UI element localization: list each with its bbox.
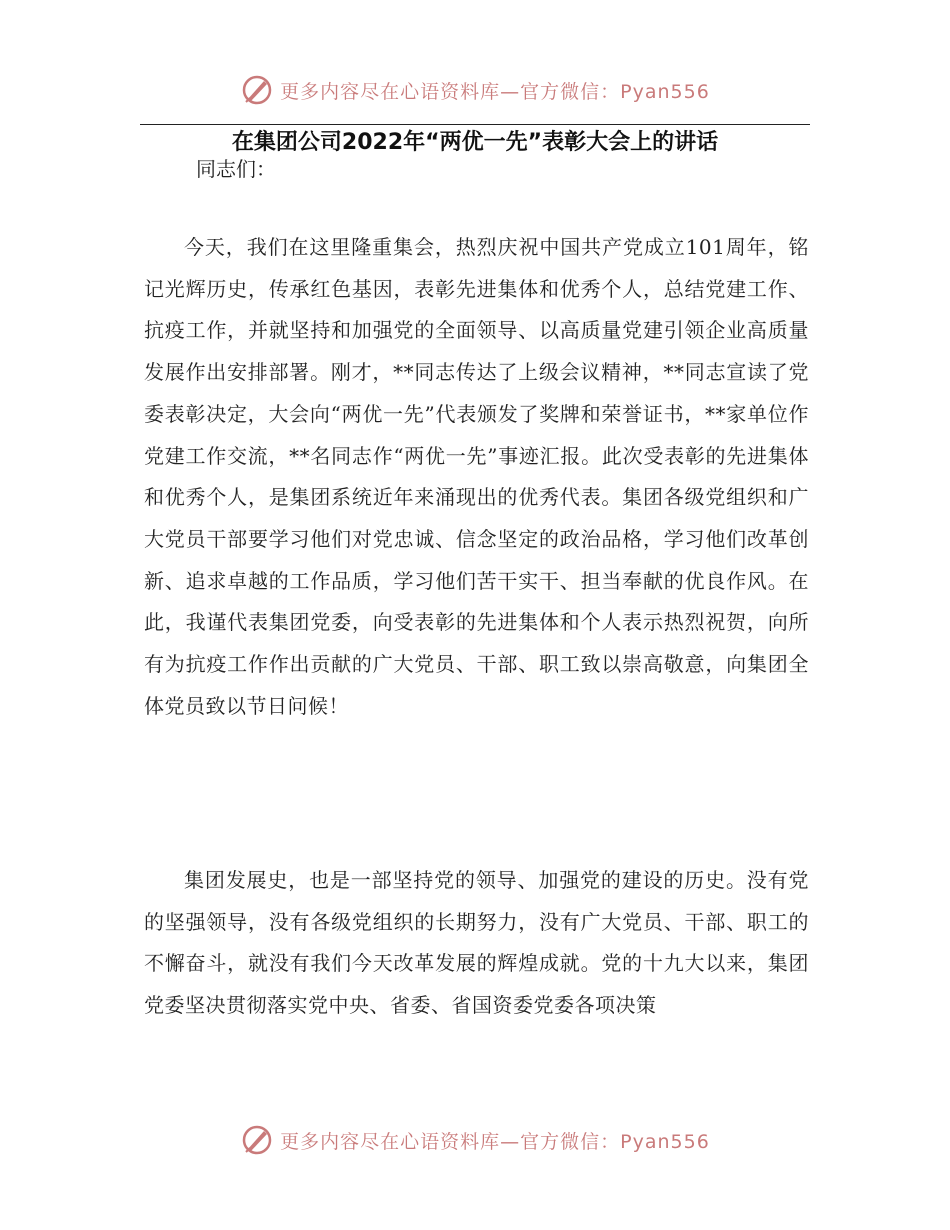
paragraph: 集团发展史，也是一部坚持党的领导、加强党的建设的历史。没有党的坚强领导，没有各级党组织的长期努力，没有广大党员、干部、职工的不懈奋斗，就没有我们今天改革发展的辉煌成就。党的十九大以来，集团党委坚决贯彻落实党中央、省委、省国资委党委各项决策: [144, 868, 809, 1018]
footer-watermark: [0, 1120, 950, 1160]
document-title: 在集团公司2022年“两优一先”表彰大会上的讲话: [231, 130, 719, 155]
watermark-text: 更多内容尽在心语资料库—官方微信：Pyan556: [280, 1130, 710, 1153]
watermark-text: 更多内容尽在心语资料库—官方微信：Pyan556: [280, 80, 710, 103]
quill-logo-icon: [240, 73, 274, 107]
quill-logo-icon: [240, 1123, 274, 1157]
paragraph: 今天，我们在这里隆重集会，热烈庆祝中国共产党成立101周年，铭记光辉历史，传承红色基因，表彰先进集体和优秀个人，总结党建工作、抗疫工作，并就坚持和加强党的全面领导、以高质量党建引领企业高质量发展作出安排部署。刚才，**同志传达了上级会议精神，**同志宣读了党委表彰决定，大会向“两优一先”代表颁发了奖牌和荣誉证书，**家单位作党建工作交流，**名同志作“两优一先”事迹汇报。此次受表彰的先进集体和优秀个人，是集团系统近年来涌现出的优秀代表。集团各级党组织和广大党员干部要学习他们对党忠诚、信念坚定的政治品格，学习他们改革创新、追求卓越的工作品质，学习他们苦干实干、担当奉献的优良作风。在此，我谨代表集团党委，向受表彰的先进集体和个人表示热烈祝贺，向所有为抗疫工作作出贡献的广大党员、干部、职工致以崇高敬意，向集团全体党员致以节日问候！: [144, 235, 809, 718]
header-watermark: [0, 70, 950, 110]
salutation: 同志们：: [196, 157, 276, 181]
header-divider: [140, 124, 810, 125]
